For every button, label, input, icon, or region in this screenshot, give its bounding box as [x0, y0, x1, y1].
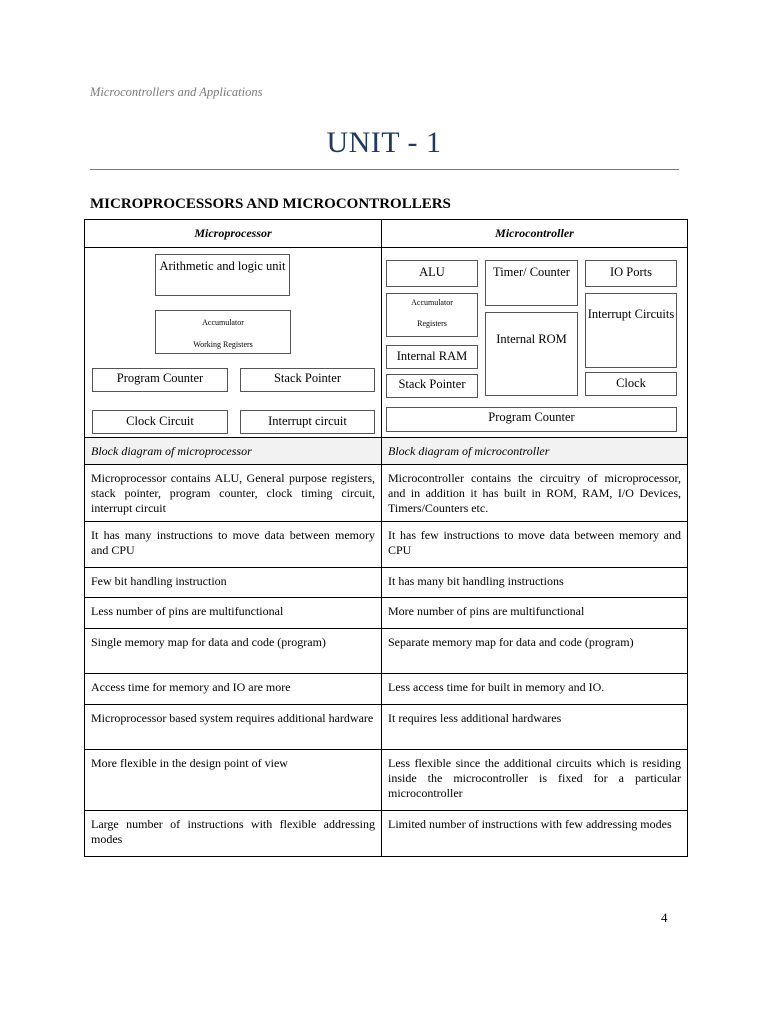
- table-row: [85, 465, 688, 522]
- diagram-row: [85, 248, 688, 438]
- table-row: [85, 629, 688, 674]
- table-cell-microcontroller: It has many bit handling instructions: [382, 568, 688, 598]
- table-cell-microprocessor: Large number of instructions with flexible addressing modes: [85, 811, 382, 857]
- table-cell-microprocessor: More flexible in the design point of view: [85, 750, 382, 811]
- mc-internal-ram-block: Internal RAM: [386, 345, 478, 369]
- comparison-table: [84, 219, 688, 857]
- mc-stack-pointer-block: Stack Pointer: [386, 374, 478, 398]
- mc-interrupt-circuits-block: Interrupt Circuits: [585, 293, 677, 368]
- table-cell-microcontroller: Separate memory map for data and code (program): [382, 629, 688, 674]
- mc-registers-label: Registers: [417, 319, 447, 328]
- mc-internal-rom-block: Internal ROM: [485, 312, 578, 396]
- table-row: [85, 811, 688, 857]
- mp-program-counter-block: Program Counter: [92, 368, 228, 392]
- page-number: 4: [661, 910, 668, 925]
- column-header-microcontroller: Microcontroller: [382, 220, 688, 248]
- column-header-microprocessor: Microprocessor: [85, 220, 382, 248]
- mp-accumulator-label: Accumulator: [202, 318, 244, 327]
- table-row: [85, 674, 688, 705]
- running-head: Microcontrollers and Applications: [90, 85, 263, 99]
- table-row: [85, 568, 688, 598]
- section-heading: MICROPROCESSORS AND MICROCONTROLLERS: [90, 196, 451, 212]
- mc-clock-block: Clock: [585, 372, 677, 396]
- table-cell-microprocessor: Microprocessor contains ALU, General purpose registers, stack pointer, program counter, clock timing circuit, interrupt circuit: [85, 465, 382, 522]
- mc-accumulator-registers-block: [386, 293, 478, 337]
- table-cell-microprocessor: Single memory map for data and code (program): [85, 629, 382, 674]
- title-rule: [90, 169, 679, 170]
- table-row: [85, 598, 688, 629]
- table-row: [85, 750, 688, 811]
- mp-registers-block: [155, 310, 291, 354]
- mp-stack-pointer-block: Stack Pointer: [240, 368, 375, 392]
- caption-microcontroller: Block diagram of microcontroller: [382, 438, 688, 465]
- mc-io-ports-block: IO Ports: [585, 260, 677, 287]
- table-cell-microprocessor: Microprocessor based system requires additional hardware: [85, 705, 382, 750]
- table-cell-microcontroller: It has few instructions to move data between memory and CPU: [382, 522, 688, 568]
- caption-row: [85, 438, 688, 465]
- mp-alu-block: Arithmetic and logic unit: [155, 254, 290, 296]
- mp-interrupt-circuit-block: Interrupt circuit: [240, 410, 375, 434]
- table-header-row: [85, 220, 688, 248]
- mc-alu-block: ALU: [386, 260, 478, 287]
- microcontroller-diagram: [382, 248, 688, 438]
- table-cell-microprocessor: Less number of pins are multifunctional: [85, 598, 382, 629]
- table-cell-microprocessor: It has many instructions to move data between memory and CPU: [85, 522, 382, 568]
- mc-accumulator-label: Accumulator: [411, 298, 453, 307]
- mp-clock-circuit-block: Clock Circuit: [92, 410, 228, 434]
- table-cell-microcontroller: Limited number of instructions with few addressing modes: [382, 811, 688, 857]
- table-cell-microcontroller: Less flexible since the additional circuits which is residing inside the microcontroller is fixed for a particular microcontroller: [382, 750, 688, 811]
- mc-timer-counter-block: Timer/ Counter: [485, 260, 578, 306]
- table-cell-microcontroller: More number of pins are multifunctional: [382, 598, 688, 629]
- table-row: [85, 522, 688, 568]
- caption-microprocessor: Block diagram of microprocessor: [85, 438, 382, 465]
- table-cell-microprocessor: Access time for memory and IO are more: [85, 674, 382, 705]
- unit-title: UNIT - 1: [326, 126, 442, 159]
- table-cell-microcontroller: Less access time for built in memory and IO.: [382, 674, 688, 705]
- table-cell-microprocessor: Few bit handling instruction: [85, 568, 382, 598]
- mp-working-registers-label: Working Registers: [193, 340, 253, 349]
- table-cell-microcontroller: It requires less additional hardwares: [382, 705, 688, 750]
- mc-program-counter-block: Program Counter: [386, 407, 677, 432]
- microprocessor-diagram: [85, 248, 382, 438]
- table-cell-microcontroller: Microcontroller contains the circuitry of microprocessor, and in addition it has built in ROM, RAM, I/O Devices, Timers/Counters etc.: [382, 465, 688, 522]
- table-row: [85, 705, 688, 750]
